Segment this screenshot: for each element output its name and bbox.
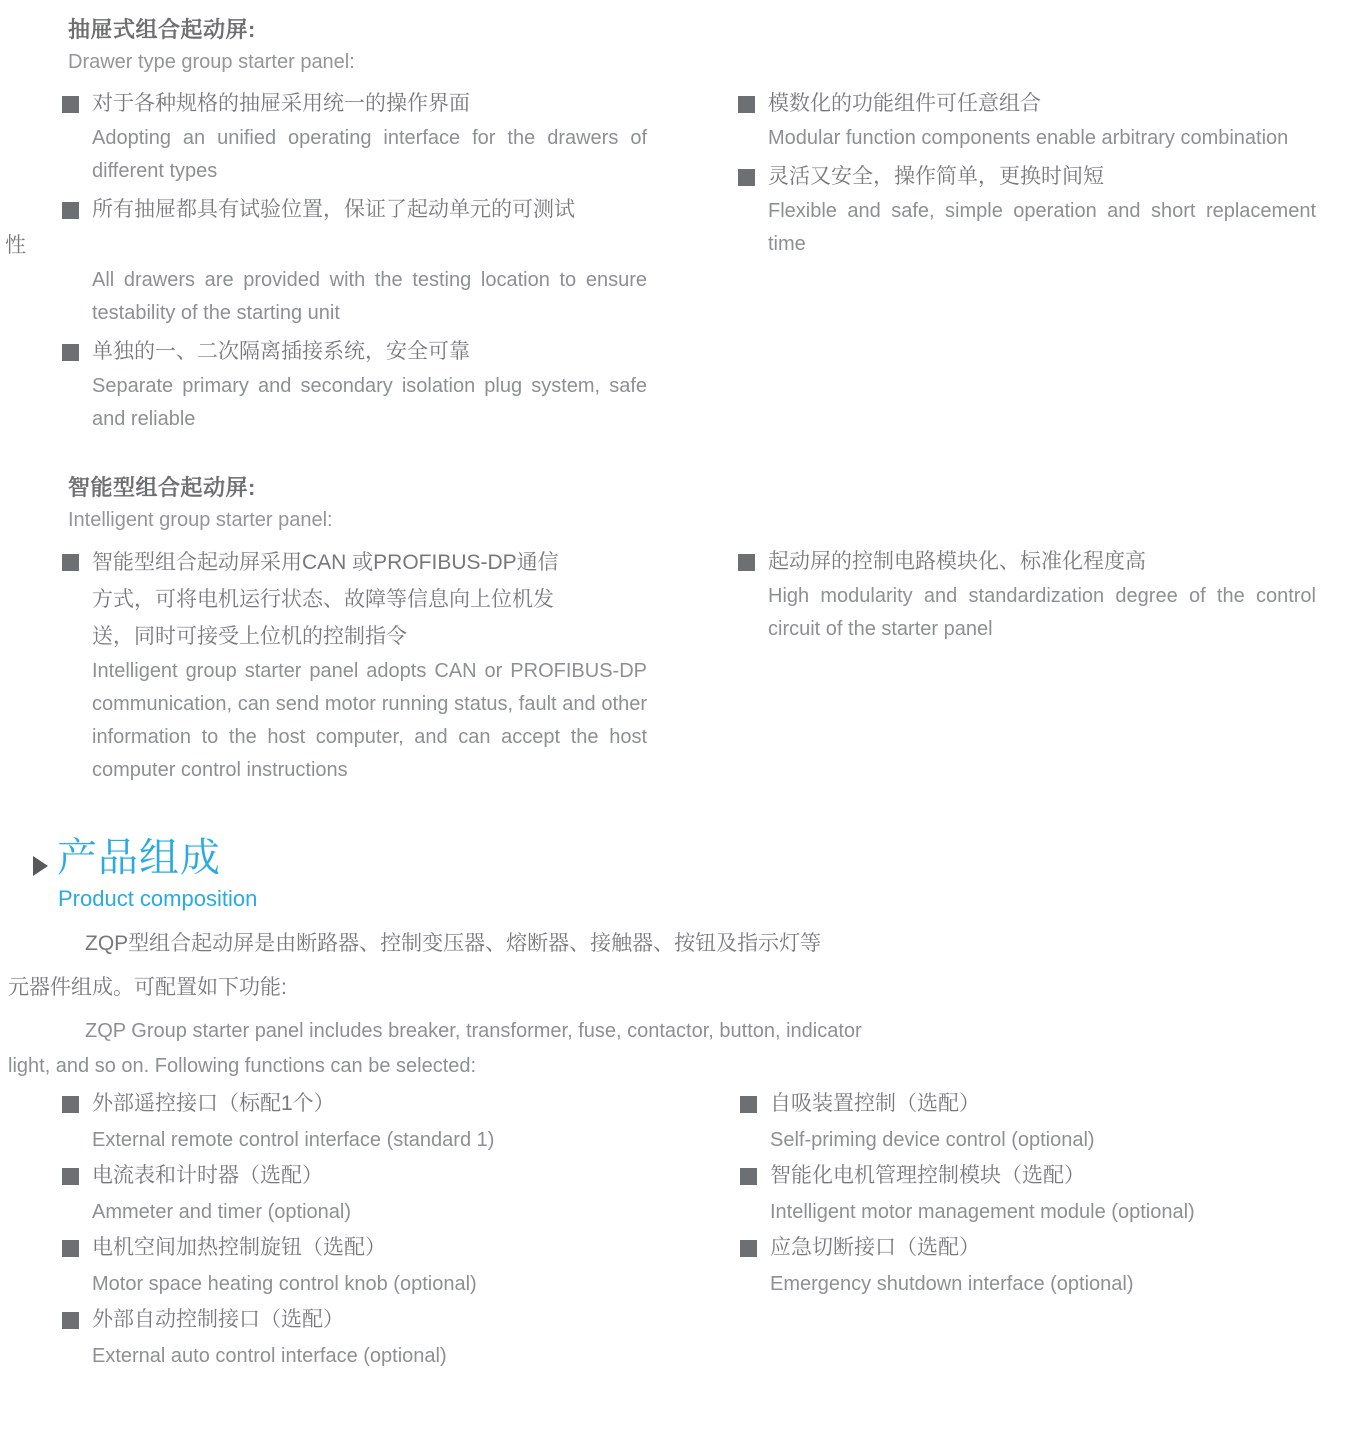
item-text-cn: 方式，可将电机运行状态、故障等信息向上位机发 (92, 588, 554, 611)
composition-paragraph-en (8, 1014, 1338, 1084)
item-text-cn: 外部自动控制接口（选配） (92, 1308, 344, 1331)
bullet-square-icon (62, 1312, 79, 1329)
list-item (62, 86, 647, 188)
intelligent-right-column (738, 544, 1316, 650)
list-item (62, 334, 647, 436)
composition-right-column (740, 1086, 1340, 1302)
list-item (740, 1086, 1340, 1158)
bullet-square-icon (62, 1168, 79, 1185)
paragraph-line: 元器件组成。可配置如下功能: (8, 976, 287, 999)
item-text-cn: 电流表和计时器（选配） (92, 1164, 323, 1187)
item-text-cn: 对于各种规格的抽屉采用统一的操作界面 (92, 92, 470, 115)
item-text-cn: 灵活又安全，操作简单，更换时间短 (768, 165, 1104, 188)
item-text-en: Intelligent motor management module (optional) (770, 1201, 1195, 1223)
drawer-section-title-cn: 抽屉式组合起动屏: (68, 17, 256, 42)
bullet-square-icon (62, 1240, 79, 1257)
item-text-cn: 单独的一、二次隔离插接系统，安全可靠 (92, 340, 470, 363)
item-text-en: All drawers are provided with the testing location to ensure testability of the starting unit (92, 269, 647, 324)
item-text-en: Separate primary and secondary isolation plug system, safe and reliable (92, 375, 647, 430)
list-item (62, 1302, 682, 1374)
list-item (62, 1158, 682, 1230)
bullet-square-icon (738, 169, 755, 186)
paragraph-line: ZQP Group starter panel includes breaker, transformer, fuse, contactor, button, indicator (85, 1020, 862, 1042)
item-text-cn: 电机空间加热控制旋钮（选配） (92, 1236, 386, 1259)
item-text-cn: 所有抽屉都具有试验位置，保证了起动单元的可测试 (92, 198, 575, 221)
list-item (738, 86, 1316, 155)
item-text-en: Modular function components enable arbitrary combination (768, 127, 1289, 149)
item-text-en: High modularity and standardization degree of the control circuit of the starter panel (768, 585, 1316, 640)
list-item (738, 544, 1316, 646)
bullet-square-icon (62, 554, 79, 571)
bullet-square-icon (740, 1240, 757, 1257)
item-text-cn: 外部遥控接口（标配1个） (92, 1092, 335, 1115)
intelligent-section-title-cn: 智能型组合起动屏: (68, 475, 256, 500)
bullet-square-icon (62, 1096, 79, 1113)
drawer-section-title-en: Drawer type group starter panel: (68, 51, 355, 73)
bullet-square-icon (62, 202, 79, 219)
item-text-cn: 智能化电机管理控制模块（选配） (770, 1164, 1085, 1187)
item-text-cn: 送，同时可接受上位机的控制指令 (92, 625, 407, 648)
list-item (740, 1230, 1340, 1302)
item-text-cn: 自吸装置控制（选配） (770, 1092, 980, 1115)
item-text-en: External auto control interface (optional) (92, 1345, 447, 1367)
item-text-cn: 智能型组合起动屏采用CAN 或PROFIBUS-DP通信 (92, 551, 559, 574)
item-text-cn: 模数化的功能组件可任意组合 (768, 92, 1041, 115)
list-item (62, 1230, 682, 1302)
item-text-en: Flexible and safe, simple operation and short replacement time (768, 200, 1316, 255)
bullet-square-icon (738, 554, 755, 571)
arrow-right-icon (33, 856, 48, 876)
item-text-en: External remote control interface (standard 1) (92, 1129, 495, 1151)
composition-paragraph-cn (8, 922, 1338, 1010)
list-item (740, 1158, 1340, 1230)
item-text-en: Adopting an unified operating interface for the drawers of different types (92, 127, 647, 182)
item-text-en: Motor space heating control knob (optional) (92, 1273, 477, 1295)
list-item (62, 1086, 682, 1158)
item-text-cn-overflow: 性 (5, 234, 26, 257)
list-item (5, 192, 647, 330)
paragraph-line: ZQP型组合起动屏是由断路器、控制变压器、熔断器、接触器、按钮及指示灯等 (85, 932, 822, 955)
composition-heading-cn: 产品组成 (57, 836, 221, 880)
intelligent-section-title-en: Intelligent group starter panel: (68, 509, 333, 531)
item-text-en: Self-priming device control (optional) (770, 1129, 1095, 1151)
composition-left-column (62, 1086, 682, 1374)
drawer-right-column (738, 86, 1316, 265)
item-text-en: Emergency shutdown interface (optional) (770, 1273, 1134, 1295)
composition-heading-en: Product composition (58, 886, 258, 911)
bullet-square-icon (740, 1168, 757, 1185)
bullet-square-icon (738, 96, 755, 113)
intelligent-left-column (62, 544, 647, 791)
drawer-left-column (5, 86, 647, 440)
item-text-cn: 应急切断接口（选配） (770, 1236, 980, 1259)
bullet-square-icon (62, 96, 79, 113)
list-item (62, 544, 647, 787)
list-item (738, 159, 1316, 261)
item-text-en: Ammeter and timer (optional) (92, 1201, 351, 1223)
item-text-cn: 起动屏的控制电路模块化、标准化程度高 (768, 550, 1146, 573)
paragraph-line: light, and so on. Following functions can be selected: (8, 1055, 477, 1077)
bullet-square-icon (740, 1096, 757, 1113)
bullet-square-icon (62, 344, 79, 361)
item-text-en: Intelligent group starter panel adopts CAN or PROFIBUS-DP communication, can send motor running status, fault and other information to the host computer, and can accept the host computer control instructions (92, 660, 647, 781)
